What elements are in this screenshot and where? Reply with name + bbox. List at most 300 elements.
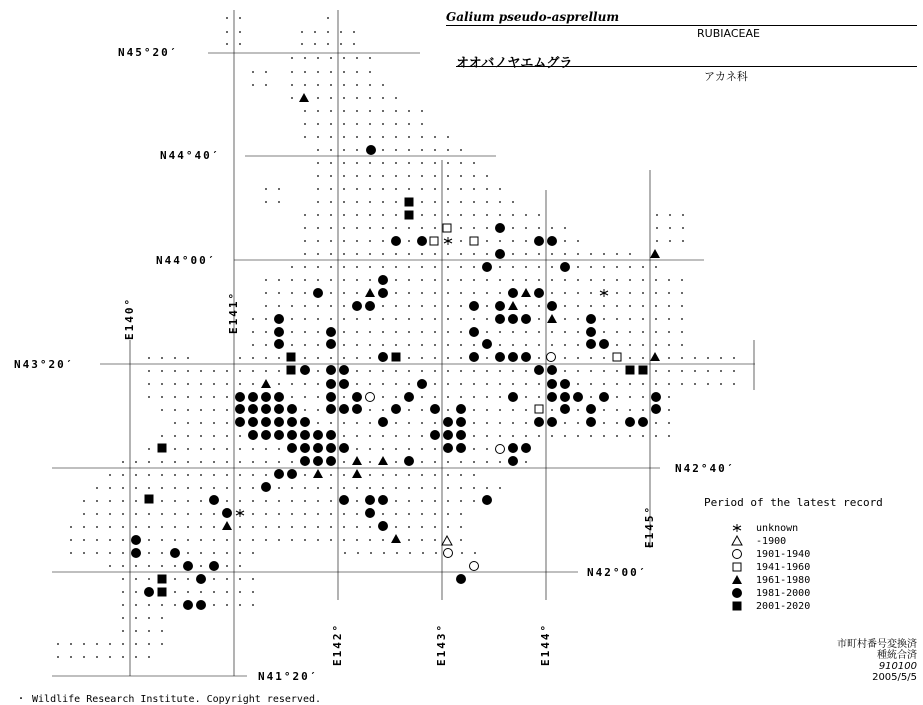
grid-dot	[395, 253, 397, 255]
grid-dot	[174, 565, 176, 567]
grid-dot	[327, 43, 329, 45]
grid-dot	[421, 162, 423, 164]
record-1981-2000	[274, 339, 284, 349]
record-1941-1960	[470, 237, 478, 245]
record-1981-2000	[339, 379, 349, 389]
grid-dot	[551, 266, 553, 268]
grid-dot	[304, 513, 306, 515]
grid-dot	[304, 110, 306, 112]
record-1981-2000	[391, 236, 401, 246]
circle-filled-icon	[730, 587, 744, 599]
record-1981-2000	[586, 314, 596, 324]
grid-dot	[499, 214, 501, 216]
grid-dot	[265, 461, 267, 463]
record-1981-2000	[274, 417, 284, 427]
grid-dot	[161, 409, 163, 411]
lat-label-41-20: N41°20′	[258, 670, 319, 683]
grid-dot	[733, 370, 735, 372]
grid-dot	[304, 266, 306, 268]
grid-dot	[343, 331, 345, 333]
grid-dot	[148, 617, 150, 619]
grid-dot	[616, 279, 618, 281]
record-1981-2000	[183, 600, 193, 610]
grid-dot	[473, 344, 475, 346]
grid-dot	[356, 500, 358, 502]
grid-dot	[278, 188, 280, 190]
legend-item	[730, 600, 810, 613]
grid-dot	[135, 500, 137, 502]
grid-dot	[408, 370, 410, 372]
grid-dot	[239, 526, 241, 528]
grid-dot	[421, 539, 423, 541]
grid-dot	[278, 500, 280, 502]
triangle-filled-symbol	[732, 575, 742, 584]
grid-dot	[330, 71, 332, 73]
grid-dot	[382, 539, 384, 541]
grid-dot	[460, 487, 462, 489]
grid-dot	[122, 565, 124, 567]
grid-dot	[109, 643, 111, 645]
grid-dot	[395, 214, 397, 216]
record-1981-2000	[495, 249, 505, 259]
grid-dot	[474, 552, 476, 554]
grid-dot	[525, 266, 527, 268]
grid-dot	[317, 409, 319, 411]
grid-dot	[200, 396, 202, 398]
grid-dot	[682, 214, 684, 216]
grid-dot	[187, 552, 189, 554]
japanese-title-rule	[456, 66, 917, 67]
grid-dot	[616, 422, 618, 424]
grid-dot	[317, 318, 319, 320]
grid-dot	[629, 253, 631, 255]
grid-dot	[369, 526, 371, 528]
grid-dot	[486, 305, 488, 307]
grid-dot	[226, 422, 228, 424]
grid-dot	[681, 279, 683, 281]
grid-dot	[564, 331, 566, 333]
grid-dot	[434, 175, 436, 177]
grid-dot	[122, 513, 124, 515]
grid-dot	[356, 149, 358, 151]
grid-dot	[70, 539, 72, 541]
grid-dot	[343, 266, 345, 268]
grid-dot	[486, 357, 488, 359]
grid-dot	[369, 266, 371, 268]
grid-dot	[135, 604, 137, 606]
grid-dot	[265, 357, 267, 359]
grid-dot	[473, 201, 475, 203]
grid-dot	[551, 292, 553, 294]
grid-dot	[473, 214, 475, 216]
grid-dot	[356, 136, 358, 138]
grid-dot	[486, 396, 488, 398]
record-1981-2000	[274, 469, 284, 479]
grid-dot	[616, 370, 618, 372]
record-1981-2000	[508, 443, 518, 453]
grid-dot	[590, 266, 592, 268]
grid-dot	[447, 162, 449, 164]
grid-dot	[421, 357, 423, 359]
grid-dot	[200, 526, 202, 528]
grid-dot	[616, 253, 618, 255]
grid-dot	[395, 123, 397, 125]
grid-dot	[109, 539, 111, 541]
grid-dot	[109, 513, 111, 515]
grid-dot	[200, 422, 202, 424]
grid-dot	[473, 474, 475, 476]
record-1981-2000	[326, 392, 336, 402]
grid-dot	[525, 396, 527, 398]
grid-dot	[512, 422, 514, 424]
grid-dot	[213, 604, 215, 606]
record-1981-2000	[235, 417, 245, 427]
grid-dot	[629, 266, 631, 268]
grid-dot	[486, 188, 488, 190]
grid-dot	[96, 539, 98, 541]
grid-dot	[421, 175, 423, 177]
grid-dot	[278, 448, 280, 450]
grid-dot	[421, 201, 423, 203]
grid-dot	[213, 474, 215, 476]
grid-dot	[122, 539, 124, 541]
grid-dot	[317, 357, 319, 359]
grid-dot	[291, 461, 293, 463]
grid-dot	[252, 500, 254, 502]
grid-dot	[330, 97, 332, 99]
grid-dot	[564, 357, 566, 359]
grid-dot	[343, 318, 345, 320]
grid-dot	[369, 162, 371, 164]
grid-dot	[369, 253, 371, 255]
record-1961-1980	[650, 249, 660, 258]
record-1981-2000	[573, 392, 583, 402]
grid-dot	[96, 526, 98, 528]
grid-dot	[577, 435, 579, 437]
grid-dot	[473, 422, 475, 424]
grid-dot	[265, 318, 267, 320]
grid-dot	[109, 552, 111, 554]
grid-dot	[408, 500, 410, 502]
grid-dot	[226, 396, 228, 398]
grid-dot	[694, 357, 696, 359]
grid-dot	[434, 383, 436, 385]
grid-dot	[434, 292, 436, 294]
grid-dot	[616, 435, 618, 437]
grid-dot	[148, 630, 150, 632]
grid-dot	[226, 43, 228, 45]
grid-dot	[122, 591, 124, 593]
grid-dot	[317, 201, 319, 203]
grid-dot	[96, 656, 98, 658]
grid-dot	[356, 292, 358, 294]
grid-dot	[408, 110, 410, 112]
grid-dot	[395, 487, 397, 489]
grid-dot	[122, 578, 124, 580]
grid-dot	[577, 318, 579, 320]
record-1981-2000	[547, 417, 557, 427]
grid-dot	[369, 448, 371, 450]
record-1981-2000	[495, 301, 505, 311]
grid-dot	[148, 461, 150, 463]
record-1981-2000	[235, 404, 245, 414]
record-1981-2000	[482, 262, 492, 272]
grid-dot	[122, 552, 124, 554]
grid-dot	[486, 435, 488, 437]
grid-dot	[200, 370, 202, 372]
record-1981-2000	[508, 456, 518, 466]
grid-dot	[343, 149, 345, 151]
record-1981-2000	[625, 417, 635, 427]
record-1981-2000	[443, 417, 453, 427]
grid-dot	[304, 292, 306, 294]
grid-dot	[317, 279, 319, 281]
grid-dot	[122, 643, 124, 645]
grid-dot	[343, 461, 345, 463]
grid-dot	[707, 357, 709, 359]
grid-dot	[226, 604, 228, 606]
grid-dot	[551, 409, 553, 411]
record-1981-2000	[638, 417, 648, 427]
record-1981-2000	[547, 379, 557, 389]
grid-dot	[642, 383, 644, 385]
grid-dot	[434, 422, 436, 424]
grid-dot	[642, 279, 644, 281]
grid-dot	[330, 357, 332, 359]
grid-dot	[252, 344, 254, 346]
grid-dot	[174, 500, 176, 502]
grid-dot	[460, 370, 462, 372]
grid-dot	[681, 344, 683, 346]
grid-dot	[460, 188, 462, 190]
grid-dot	[382, 227, 384, 229]
record-1981-2000	[352, 301, 362, 311]
grid-dot	[668, 305, 670, 307]
grid-dot	[577, 279, 579, 281]
grid-dot	[564, 240, 566, 242]
grid-dot	[213, 422, 215, 424]
grid-dot	[304, 539, 306, 541]
grid-dot	[551, 253, 553, 255]
grid-dot	[538, 266, 540, 268]
grid-dot	[499, 487, 501, 489]
record-1981-2000	[196, 600, 206, 610]
lon-label-143: E143°	[435, 622, 448, 666]
grid-dot	[435, 552, 437, 554]
grid-dot	[265, 500, 267, 502]
grid-dot	[421, 422, 423, 424]
grid-dot	[486, 253, 488, 255]
grid-dot	[291, 500, 293, 502]
grid-dot	[408, 513, 410, 515]
grid-dot	[499, 370, 501, 372]
grid-dot	[447, 383, 449, 385]
record-markers	[131, 93, 661, 610]
grid-dot	[304, 318, 306, 320]
grid-dot	[668, 318, 670, 320]
grid-dot	[668, 422, 670, 424]
grid-dot	[148, 604, 150, 606]
grid-dot	[356, 214, 358, 216]
grid-dot	[642, 266, 644, 268]
record-unknown	[444, 237, 452, 245]
grid-dot	[408, 266, 410, 268]
grid-dot	[239, 591, 241, 593]
grid-dot	[473, 318, 475, 320]
grid-dot	[564, 253, 566, 255]
grid-dot	[226, 591, 228, 593]
grid-dot	[512, 279, 514, 281]
grid-dot	[356, 162, 358, 164]
grid-dot	[395, 266, 397, 268]
grid-dot	[525, 227, 527, 229]
grid-dot	[148, 448, 150, 450]
grid-dot	[395, 435, 397, 437]
record-1981-2000	[521, 443, 531, 453]
grid-dot	[408, 188, 410, 190]
grid-dot	[681, 292, 683, 294]
grid-dot	[161, 617, 163, 619]
record-1961-1980	[261, 379, 271, 388]
grid-dot	[681, 370, 683, 372]
grid-dot	[655, 331, 657, 333]
grid-dot	[291, 266, 293, 268]
grid-dot	[356, 448, 358, 450]
record-1981-2000	[300, 443, 310, 453]
grid-dot	[187, 357, 189, 359]
grid-dot	[96, 552, 98, 554]
grid-dot	[330, 253, 332, 255]
grid-dot	[265, 201, 267, 203]
grid-dot	[382, 409, 384, 411]
grid-dot	[317, 253, 319, 255]
grid-dot	[434, 448, 436, 450]
grid-dot	[720, 357, 722, 359]
grid-dot	[213, 487, 215, 489]
grid-dot	[135, 461, 137, 463]
record-1981-2000	[313, 288, 323, 298]
grid-dot	[577, 422, 579, 424]
grid-dot	[656, 227, 658, 229]
grid-dot	[421, 500, 423, 502]
family-name: RUBIACEAE	[697, 27, 760, 40]
grid-dot	[382, 513, 384, 515]
grid-dot	[330, 513, 332, 515]
grid-dot	[681, 331, 683, 333]
grid-dot	[421, 266, 423, 268]
grid-dot	[252, 552, 254, 554]
grid-dot	[447, 136, 449, 138]
grid-dot	[408, 409, 410, 411]
grid-dot	[356, 539, 358, 541]
grid-dot	[382, 214, 384, 216]
grid-dot	[460, 344, 462, 346]
grid-dot	[187, 487, 189, 489]
grid-dot	[252, 513, 254, 515]
grid-dot	[408, 435, 410, 437]
grid-dot	[395, 175, 397, 177]
record-1981-2000	[378, 495, 388, 505]
grid-dot	[213, 383, 215, 385]
grid-dot	[447, 331, 449, 333]
grid-dot	[434, 487, 436, 489]
grid-dot	[304, 526, 306, 528]
record-1981-2000	[326, 327, 336, 337]
grid-dot	[161, 552, 163, 554]
grid-dot	[434, 136, 436, 138]
grid-dot	[616, 409, 618, 411]
grid-dot	[239, 31, 241, 33]
grid-dot	[252, 318, 254, 320]
grid-dot	[369, 136, 371, 138]
grid-dot	[187, 396, 189, 398]
grid-dot	[226, 539, 228, 541]
grid-dot	[213, 409, 215, 411]
grid-dot	[669, 227, 671, 229]
grid-dot	[460, 474, 462, 476]
grid-dot	[356, 110, 358, 112]
grid-dot	[525, 344, 527, 346]
grid-dot	[525, 214, 527, 216]
record-1981-2000	[365, 495, 375, 505]
grid-dot	[343, 227, 345, 229]
grid-dot	[174, 370, 176, 372]
grid-dot	[590, 396, 592, 398]
grid-dot	[395, 331, 397, 333]
grid-dot	[252, 448, 254, 450]
record-1941-1960	[535, 405, 543, 413]
grid-dot	[590, 292, 592, 294]
grid-dot	[96, 500, 98, 502]
grid-dot	[434, 279, 436, 281]
legend-item-label: unknown	[744, 523, 799, 534]
grid-dot	[187, 448, 189, 450]
grid-dot	[187, 461, 189, 463]
grid-dot	[629, 331, 631, 333]
grid-dot	[278, 357, 280, 359]
record-1981-2000	[469, 301, 479, 311]
grid-dot	[369, 227, 371, 229]
grid-dot	[629, 292, 631, 294]
grid-dot	[317, 266, 319, 268]
grid-dot	[340, 43, 342, 45]
grid-dot	[461, 552, 463, 554]
record-1981-2000	[508, 314, 518, 324]
grid-dot	[499, 266, 501, 268]
grid-dot	[135, 487, 137, 489]
grid-dot	[447, 201, 449, 203]
grid-dot	[512, 435, 514, 437]
grid-dot	[317, 57, 319, 59]
grid-dot	[499, 422, 501, 424]
record-1981-2000	[274, 430, 284, 440]
grid-dot	[421, 188, 423, 190]
grid-dot	[681, 318, 683, 320]
grid-dot	[291, 305, 293, 307]
record-1981-2000	[443, 443, 453, 453]
record-1981-2000	[352, 392, 362, 402]
grid-dot	[314, 43, 316, 45]
grid-dot	[460, 253, 462, 255]
grid-dot	[473, 162, 475, 164]
grid-dot	[226, 487, 228, 489]
grid-dot	[317, 487, 319, 489]
record-1981-2000	[417, 379, 427, 389]
grid-dot	[460, 383, 462, 385]
grid-dot	[629, 409, 631, 411]
grid-dot	[83, 539, 85, 541]
grid-dot	[382, 240, 384, 242]
